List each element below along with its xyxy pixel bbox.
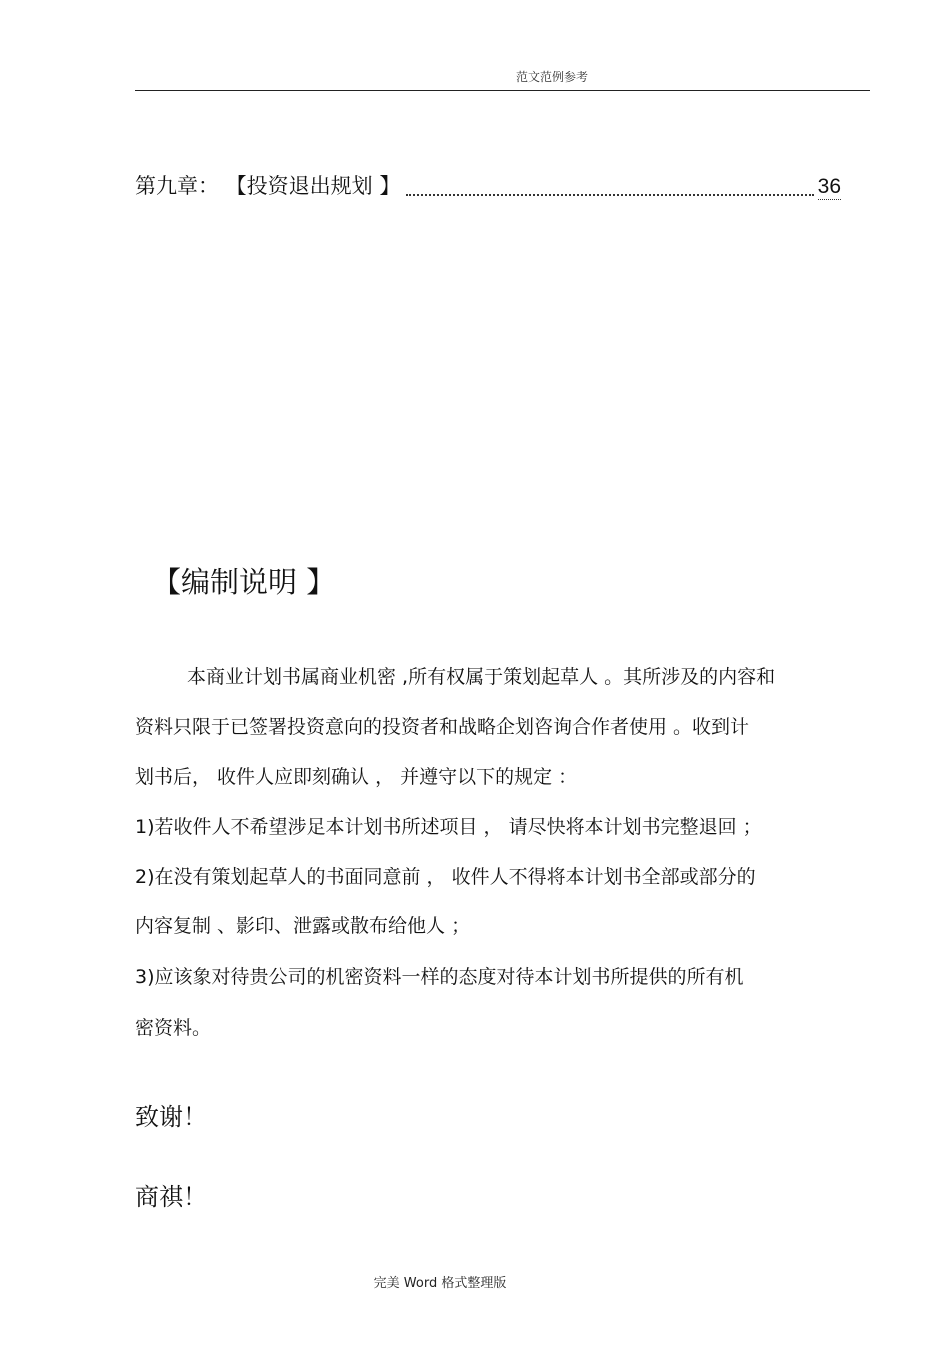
body-line: 1)若收件人不希望涉足本计划书所述项目 ， 请尽快将本计划书完整退回 ； xyxy=(135,816,762,838)
page-header: 范文范例参考 xyxy=(515,70,588,84)
section-title: 【编制说明 】 xyxy=(152,565,336,599)
closing-regards: 商祺！ xyxy=(135,1183,207,1211)
toc-entry xyxy=(135,170,841,200)
body-line: 内容复制 、影印、泄露或散布给他人 ； xyxy=(135,915,471,937)
body-line: 2)在没有策划起草人的书面同意前 ， 收件人不得将本计划书全部或部分的 xyxy=(135,866,756,888)
toc-dot-leader xyxy=(406,194,813,196)
closing-thanks: 致谢！ xyxy=(135,1103,207,1131)
toc-page-number: 36 xyxy=(817,175,841,198)
body-line: 划书后， 收件人应即刻确认 ， 并遵守以下的规定 ： xyxy=(135,766,578,788)
body-line: 密资料。 xyxy=(135,1017,212,1039)
body-line: 3)应该象对待贵公司的机密资料一样的态度对待本计划书所提供的所有机 xyxy=(135,966,744,988)
header-divider xyxy=(135,90,870,91)
page-footer: 完美 Word 格式整理版 xyxy=(373,1276,507,1291)
body-line: 本商业计划书属商业机密 ,所有权属于策划起草人 。其所涉及的内容和 xyxy=(187,666,776,688)
toc-chapter-label: 第九章： 【投资退出规划 】 xyxy=(135,174,401,198)
body-line: 资料只限于已签署投资意向的投资者和战略企划咨询合作者使用 。收到计 xyxy=(135,716,750,738)
